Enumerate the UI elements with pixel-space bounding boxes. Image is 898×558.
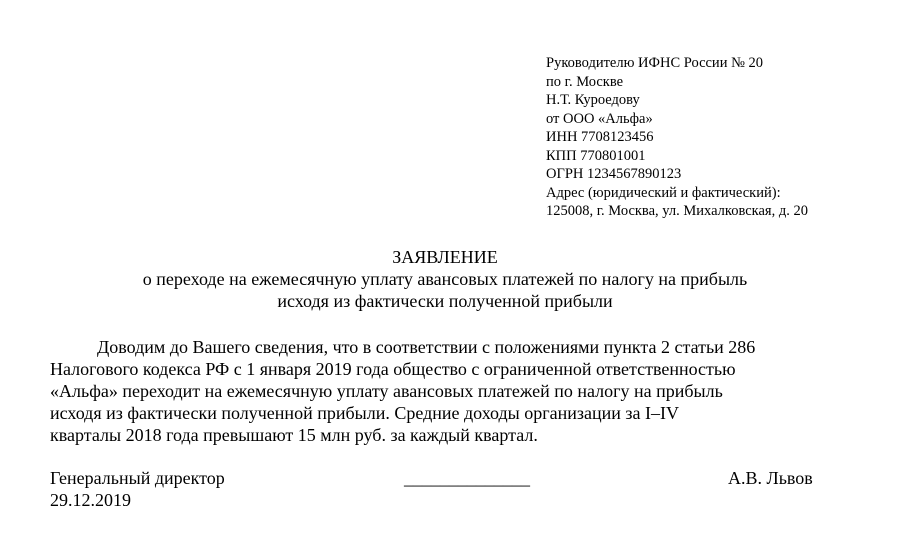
body-line: Доводим до Вашего сведения, что в соответствии с положениями пункта 2 статьи 286 <box>97 337 756 357</box>
addressee-line: Руководителю ИФНС России № 20 <box>546 55 764 71</box>
signature-line: ______________ <box>404 468 530 488</box>
addressee-line: ОГРН 1234567890123 <box>546 166 682 182</box>
signatory-name: А.В. Львов <box>728 468 813 488</box>
document-body <box>50 336 755 446</box>
addressee-line: от ООО «Альфа» <box>546 110 653 127</box>
signatory-position: Генеральный директор <box>50 468 225 488</box>
document-title-block <box>0 246 890 312</box>
addressee-line: КПП 770801001 <box>546 147 646 164</box>
document-subtitle-line: о переходе на ежемесячную уплату авансовых платежей по налогу на прибыль <box>142 269 748 289</box>
addressee-line: по г. Москве <box>546 73 624 90</box>
body-line: Налогового кодекса РФ с 1 января 2019 года общество с ограниченной ответственностью <box>50 359 736 379</box>
addressee-block <box>546 54 808 221</box>
document-date: 29.12.2019 <box>50 490 131 510</box>
body-line: исходя из фактически полученной прибыли. Средние доходы организации за I–IV <box>50 403 679 423</box>
document-subtitle-line: исходя из фактически полученной прибыли <box>277 291 613 311</box>
addressee-line: Н.Т. Куроедову <box>546 92 640 108</box>
addressee-line: ИНН 7708123456 <box>546 129 654 145</box>
addressee-line: 125008, г. Москва, ул. Михалковская, д. 20 <box>546 203 808 219</box>
document-heading: ЗАЯВЛЕНИЕ <box>392 247 498 267</box>
body-line: кварталы 2018 года превышают 15 млн руб. за каждый квартал. <box>50 425 538 445</box>
addressee-line: Адрес (юридический и фактический): <box>546 184 781 201</box>
body-line: «Альфа» переходит на ежемесячную уплату авансовых платежей по налогу на прибыль <box>50 381 723 401</box>
